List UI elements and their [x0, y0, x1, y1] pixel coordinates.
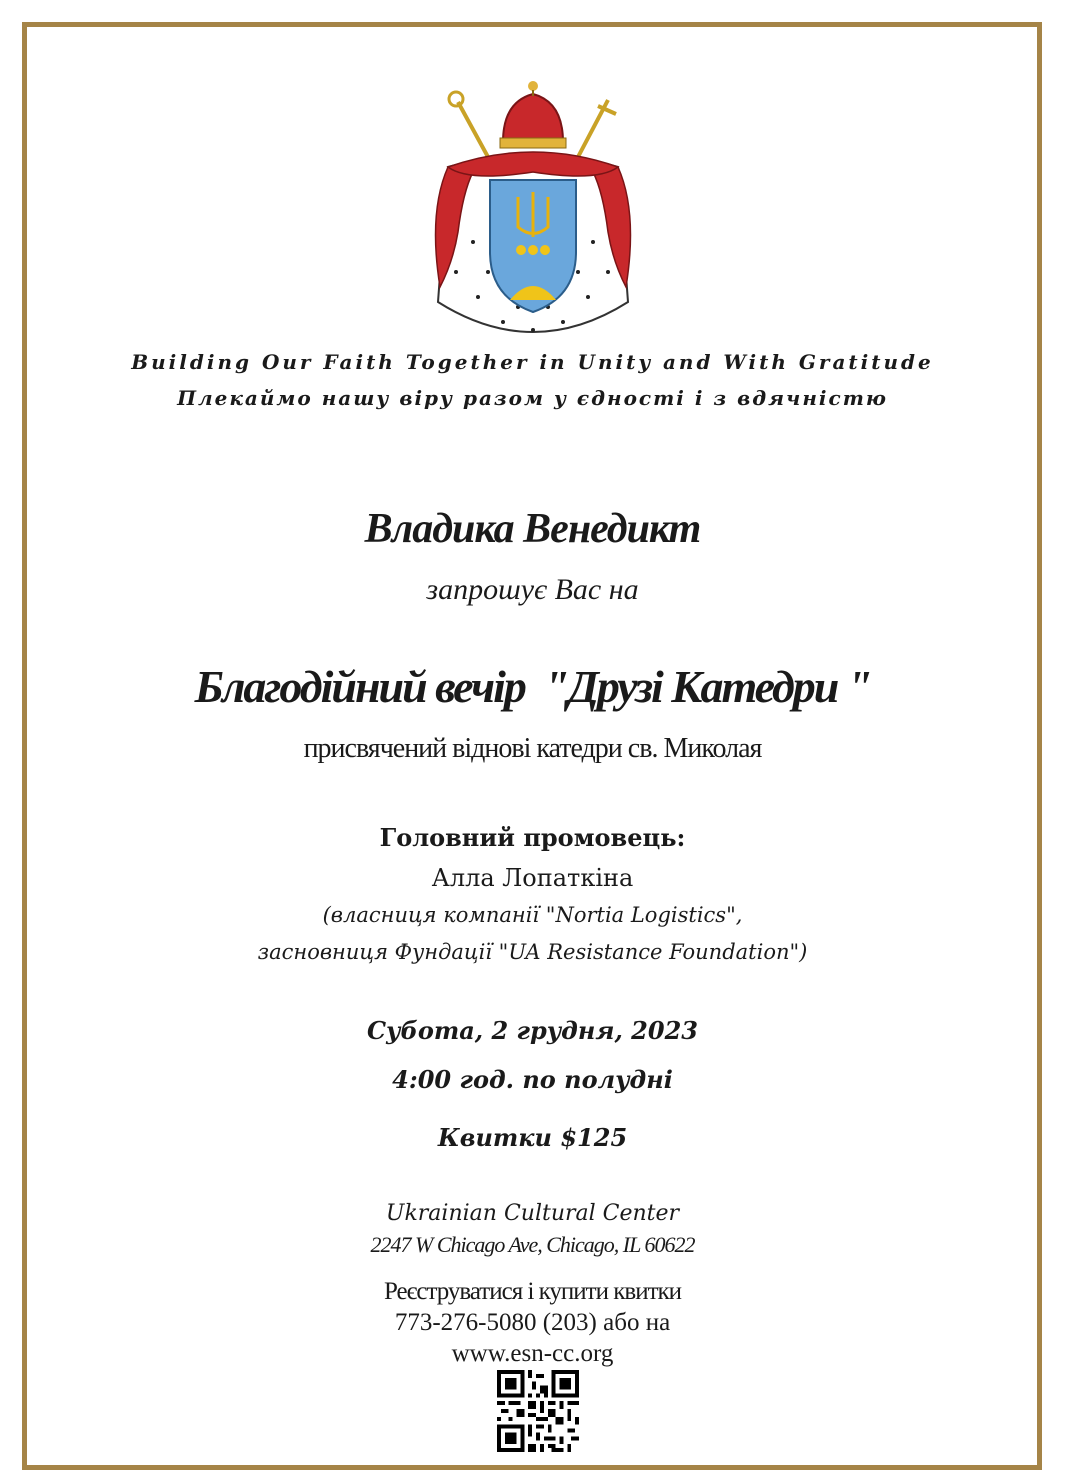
speaker-label: Головний промовець: — [379, 823, 686, 852]
invites-text: запрошує Вас на — [426, 573, 639, 606]
qr-code-icon[interactable] — [497, 1370, 579, 1452]
event-title: Благодійний вечір "Друзі Катедри " — [194, 661, 871, 712]
venue-address: 2247 W Chicago Ave, Chicago, IL 60622 — [370, 1232, 695, 1257]
host-name: Владика Венедикт — [364, 506, 701, 552]
speaker-description-line1: (власниця компанії "Nortia Logistics", — [322, 903, 743, 927]
registration-text: Реєструватися і купити квитки — [383, 1278, 682, 1305]
registration-website-link[interactable]: www.esn-cc.org — [451, 1340, 614, 1367]
speaker-name: Алла Лопаткіна — [431, 864, 634, 892]
event-date: Субота, 2 грудня, 2023 — [367, 1016, 698, 1045]
coat-of-arms-icon — [418, 72, 648, 342]
event-dedication: присвячений віднові катедри св. Миколая — [303, 733, 762, 764]
ticket-price: Квитки $125 — [437, 1123, 628, 1152]
venue-name: Ukrainian Cultural Center — [385, 1201, 680, 1226]
registration-phone: 773-276-5080 (203) або на — [394, 1309, 671, 1336]
cross-right-icon — [578, 100, 616, 157]
motto-english: Building Our Faith Together in Unity and With Gratitude — [131, 350, 934, 374]
crozier-left-icon — [449, 92, 488, 157]
speaker-description-line2: засновниця Фундації "UA Resistance Foundation") — [257, 940, 808, 964]
motto-ukrainian: Плекаймо нашу віру разом у єдності і з вдячністю — [177, 386, 888, 410]
event-time: 4:00 год. по полудні — [392, 1065, 673, 1094]
crown-icon — [500, 81, 566, 148]
